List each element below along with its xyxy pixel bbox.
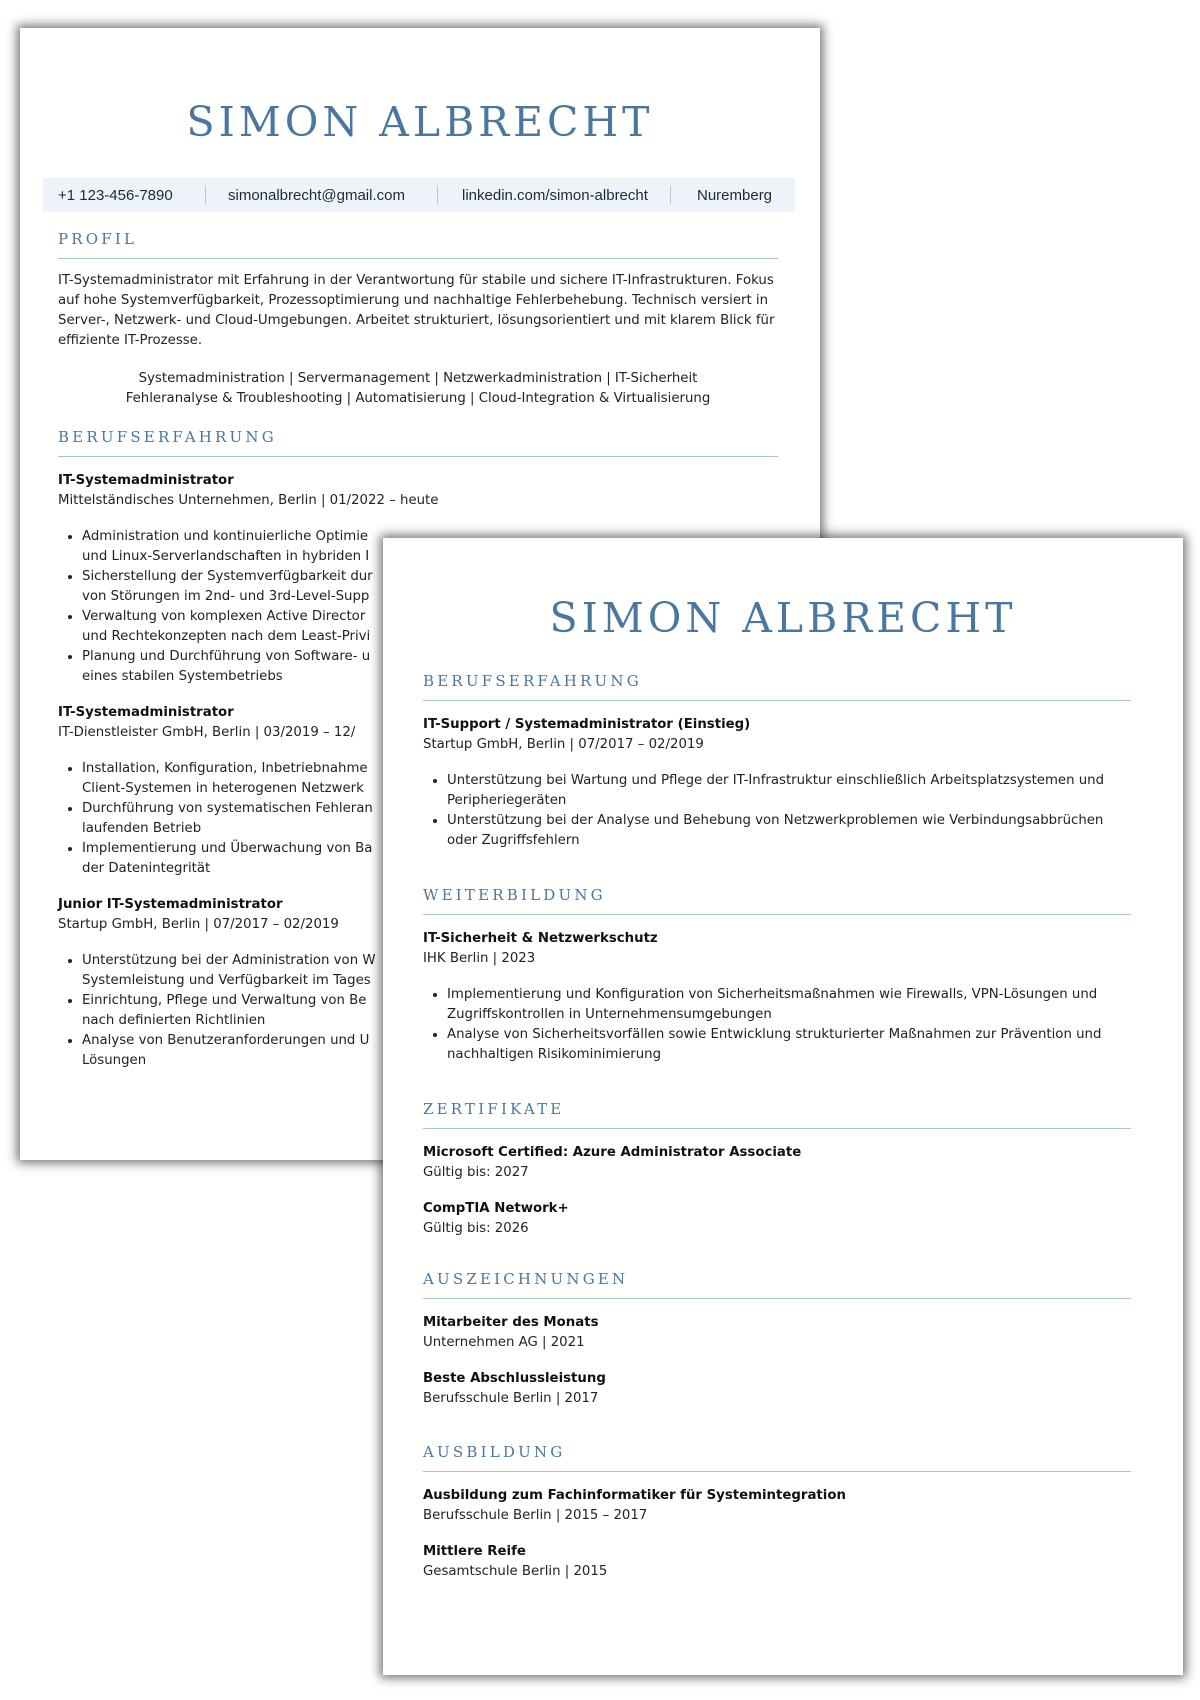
certificate-entry — [423, 1199, 1131, 1239]
contact-location: Nuremberg — [697, 186, 773, 204]
job-bullets — [423, 771, 1131, 851]
section-title-awards: AUSZEICHNUNGEN — [423, 1270, 1131, 1299]
job-bullet: • Installation, Konfiguration, Inbetriebnahme Client-Systemen in heterogenen Netzwerk — [82, 759, 778, 799]
education-title: Mittlere Reife — [423, 1544, 526, 1559]
section-title-experience: BERUFSERFAHRUNG — [58, 428, 778, 457]
job-title: IT-Systemadministrator — [58, 473, 234, 488]
education-title: Ausbildung zum Fachinformatiker für Systemintegration — [423, 1488, 846, 1503]
education-entry — [423, 1486, 1131, 1526]
section-title-profil: PROFIL — [58, 230, 778, 259]
section-title-certificates: ZERTIFIKATE — [423, 1100, 1131, 1129]
training-bullet: • Analyse von Sicherheitsvorfällen sowie Entwicklung strukturierter Maßnahmen zur Prävention und nachhaltigen Risikominimierung — [447, 1025, 1131, 1065]
award-title: Mitarbeiter des Monats — [423, 1315, 599, 1330]
job-bullet: • Unterstützung bei Wartung und Pflege der IT-Infrastruktur einschließlich Arbeitsplatzsystemen und Peripheriegeräten — [447, 771, 1131, 811]
award-entry — [423, 1369, 1131, 1409]
job-company-date: Mittelständisches Unternehmen, Berlin | 01/2022 – heute — [58, 493, 439, 508]
experience-section — [423, 672, 1131, 851]
job-title: IT-Systemadministrator — [58, 705, 234, 720]
skills-list — [58, 369, 778, 409]
contact-phone: +1 123-456-7890 — [58, 186, 173, 204]
job-bullet: • Verwaltung von komplexen Active Director und Rechtekonzepten nach dem Least-Privi — [82, 607, 778, 647]
training-section — [423, 886, 1131, 1065]
award-entry — [423, 1313, 1131, 1353]
job-company-date: Startup GmbH, Berlin | 07/2017 – 02/2019 — [423, 737, 704, 752]
section-title-experience: BERUFSERFAHRUNG — [423, 672, 1131, 701]
job-company-date: IT-Dienstleister GmbH, Berlin | 03/2019 – 12/ — [58, 725, 356, 740]
job-bullet: • Analyse von Benutzeranforderungen und U Lösungen — [82, 1031, 778, 1071]
training-title: IT-Sicherheit & Netzwerkschutz — [423, 931, 658, 946]
job-title: Junior IT-Systemadministrator — [58, 897, 283, 912]
skills-line: Systemadministration | Servermanagement | Netzwerkadministration | IT-Sicherheit — [138, 371, 698, 386]
training-bullets — [423, 985, 1131, 1065]
job-bullet: • Sicherstellung der Systemverfügbarkeit dur von Störungen im 2nd- und 3rd-Level-Supp — [82, 567, 778, 607]
awards-section — [423, 1270, 1131, 1409]
job-company-date: Startup GmbH, Berlin | 07/2017 – 02/2019 — [58, 917, 339, 932]
award-issuer-date: Berufsschule Berlin | 2017 — [423, 1391, 599, 1406]
profile-summary: IT-Systemadministrator mit Erfahrung in der Verantwortung für stabile und sichere IT-Infrastrukturen. Fokus auf hohe Systemverfügbarkeit, Prozessoptimierung und nachhaltige Fehlerbehebung. Technisch versiert in Server-, Netzwerk- und Cloud-Umgebungen. Arbeitet strukturiert, lösungsorientiert und mit klarem Blick für effiziente IT-Prozesse. — [58, 273, 775, 348]
education-section — [423, 1443, 1131, 1582]
job-title: IT-Support / Systemadministrator (Einstieg) — [423, 717, 751, 732]
candidate-name: SIMON ALBRECHT — [186, 98, 654, 146]
award-issuer-date: Unternehmen AG | 2021 — [423, 1335, 585, 1350]
job-bullet: • Implementierung und Überwachung von Ba der Datenintegrität — [82, 839, 778, 879]
contact-email[interactable]: simonalbrecht@gmail.com — [228, 186, 405, 204]
certificate-title: CompTIA Network+ — [423, 1201, 569, 1216]
education-entry — [423, 1542, 1131, 1582]
certificate-validity: Gültig bis: 2027 — [423, 1165, 529, 1180]
certificates-section — [423, 1100, 1131, 1239]
contact-linkedin[interactable]: linkedin.com/simon-albrecht — [462, 186, 648, 204]
contact-bar — [43, 178, 795, 212]
training-bullet: • Implementierung und Konfiguration von Sicherheitsmaßnahmen wie Firewalls, VPN-Lösungen und Zugriffskontrollen in Unternehmensumgebungen — [447, 985, 1131, 1025]
training-entry — [423, 929, 1131, 1065]
section-title-training: WEITERBILDUNG — [423, 886, 1131, 915]
job-bullet: • Unterstützung bei der Administration von W Systemleistung und Verfügbarkeit im Tages — [82, 951, 778, 991]
certificate-entry — [423, 1143, 1131, 1183]
award-title: Beste Abschlussleistung — [423, 1371, 606, 1386]
training-institution-date: IHK Berlin | 2023 — [423, 951, 536, 966]
job-bullet: • Durchführung von systematischen Fehleran laufenden Betrieb — [82, 799, 778, 839]
profile-section — [58, 230, 778, 409]
job-entry — [423, 715, 1131, 851]
education-institution-date: Berufsschule Berlin | 2015 – 2017 — [423, 1508, 648, 1523]
section-title-education: AUSBILDUNG — [423, 1443, 1131, 1472]
certificate-title: Microsoft Certified: Azure Administrator Associate — [423, 1145, 802, 1160]
resume-page-2 — [383, 538, 1183, 1675]
job-bullet: • Planung und Durchführung von Software- u eines stabilen Systembetriebs — [82, 647, 778, 687]
education-institution-date: Gesamtschule Berlin | 2015 — [423, 1564, 608, 1579]
candidate-name: SIMON ALBRECHT — [549, 594, 1017, 642]
job-bullet: • Unterstützung bei der Analyse und Behebung von Netzwerkproblemen wie Verbindungsabbrüchen oder Zugriffsfehlern — [447, 811, 1131, 851]
skills-line: Fehleranalyse & Troubleshooting | Automatisierung | Cloud-Integration & Virtualisierung — [125, 391, 711, 406]
job-bullet: • Einrichtung, Pflege und Verwaltung von Be nach definierten Richtlinien — [82, 991, 778, 1031]
certificate-validity: Gültig bis: 2026 — [423, 1221, 529, 1236]
job-bullet: • Administration und kontinuierliche Optimie und Linux-Serverlandschaften in hybriden I — [82, 527, 778, 567]
